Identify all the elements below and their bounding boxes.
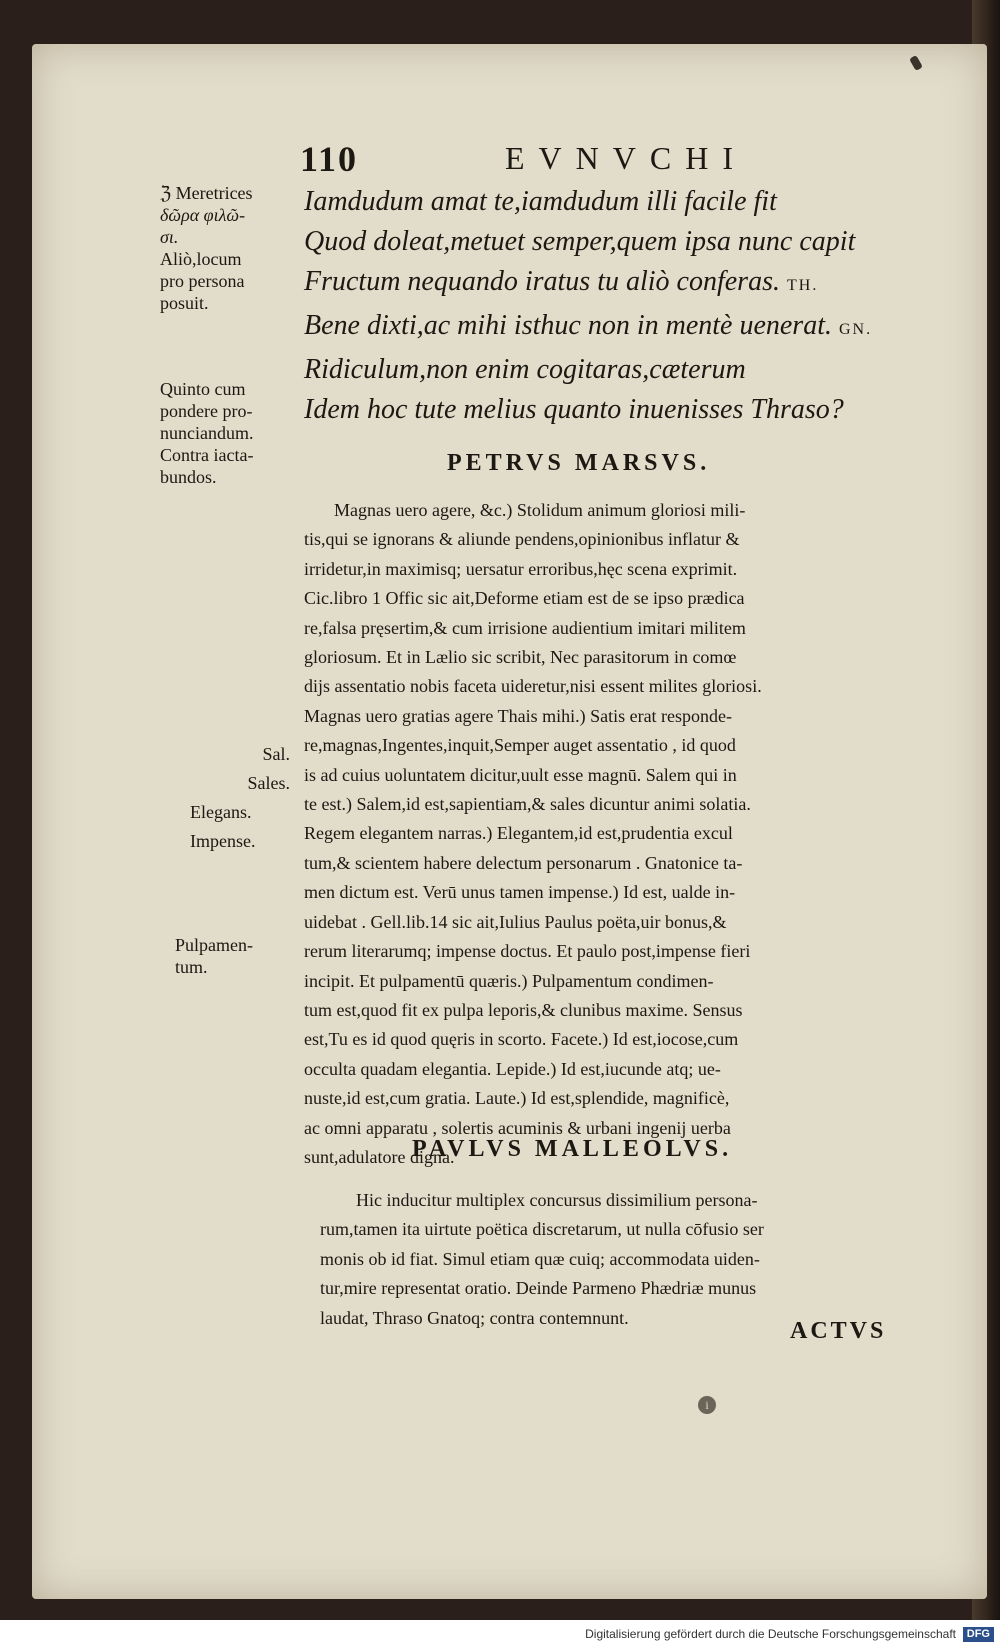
verse-block	[304, 182, 944, 430]
section-heading: PETRVS MARSVS.	[447, 450, 711, 476]
catchword: ACTVS	[790, 1318, 887, 1344]
verse-line: Idem hoc tute melius quanto inuenisses Thraso?	[304, 394, 844, 425]
page-number: 110	[300, 139, 359, 179]
speaker-label: GN.	[838, 321, 873, 338]
section-heading: PAVLVS MALLEOLVS.	[412, 1136, 733, 1162]
verse-line: Bene dixti,ac mihi isthuc non in mentè uenerat. GN.	[304, 310, 873, 341]
verse-line: Quod doleat,metuet semper,quem ipsa nunc capit	[304, 226, 856, 257]
side-keyword: Sal. Sales. Elegans. Impense.	[190, 744, 290, 851]
signature-mark: i	[698, 1396, 716, 1414]
footer-credit: Digitalisierung gefördert durch die Deutsche Forschungsgemeinschaft	[585, 1627, 956, 1641]
side-keyword: Pulpamen- tum.	[175, 935, 253, 977]
dfg-logo: DFG	[963, 1627, 994, 1642]
verse-line: Iamdudum amat te,iamdudum illi facile fit	[304, 186, 777, 217]
commentary-text: Hic inducitur multiplex concursus dissimilium persona- rum,tamen ita uirtute poëtica discretarum, ut nulla cōfusio ser monis ob id fiat. Simul etiam quæ cuiq; accommodata uiden- tur,mire representat oratio. Deinde Parmeno Phædriæ munus laudat, Thraso Gnatoq; contra contemnunt.	[320, 1190, 764, 1328]
verse-line: Ridiculum,non enim cogitaras,cæterum	[304, 354, 746, 385]
commentary-text: Magnas uero agere, &c.) Stolidum animum gloriosi mili- tis,qui se ignorans & aliunde pendens,opinionibus inflatur & irridetur,in maximisq; uersatur erroribus,hęc scena exprimit. Cic.libro 1 Offic sic ait,Deforme etiam est de se ipso prædica re,falsa pręsertim,& cum irrisione audientium imitari militem gloriosum. Et in Lælio sic scribit, Nec parasitorum in comœ dijs assentatio nobis faceta uideretur,nisi essent milites gloriosi. Magnas uero gratias agere Thais mihi.) Satis erat responde- re,magnas,Ingentes,inquit,Semper auget assentatio , id quod is ad cuius uoluntatem dicitur,uult esse magnū. Salem qui in te est.) Salem,id est,sapientiam,& sales dicuntur animi solatia. Regem elegantem narras.) Elegantem,id est,prudentia excul tum,& scientem habere delectum personarum . Gnatonice ta- men dictum est. Verū unus tamen impense.) Id est, ualde in- uidebat . Gell.lib.14 sic ait,Iulius Paulus poëta,uir bonus,& rerum literarumq; impense doctus. Et paulo post,impense fieri incipit. Et pulpamentū quæris.) Pulpamentum condimen- tum est,quod fit ex pulpa leporis,& clunibus maxime. Sensus est,Tu es id quod quęris in scorto. Facete.) Id est,iocose,cum occulta quadam elegantia. Lepide.) Id est,iucunde atq; ue- nuste,id est,cum gratia. Laute.) Id est,splendide, magnificè, ac omni apparatu , solertis acuminis & urbani ingenij uerba sunt,adulatore digna.	[304, 500, 762, 1167]
verse-line: Fructum nequando iratus tu aliò conferas. TH.	[304, 266, 819, 297]
running-title: EVNVCHI	[505, 140, 747, 176]
margin-note: Quinto cum pondere pro- nunciandum. Contra iacta- bundos.	[160, 379, 254, 487]
margin-note: ℨ Meretrices δῶρα φιλῶ- σι. Aliò,locum pro persona posuit.	[160, 183, 253, 313]
speaker-label: TH.	[786, 277, 819, 294]
